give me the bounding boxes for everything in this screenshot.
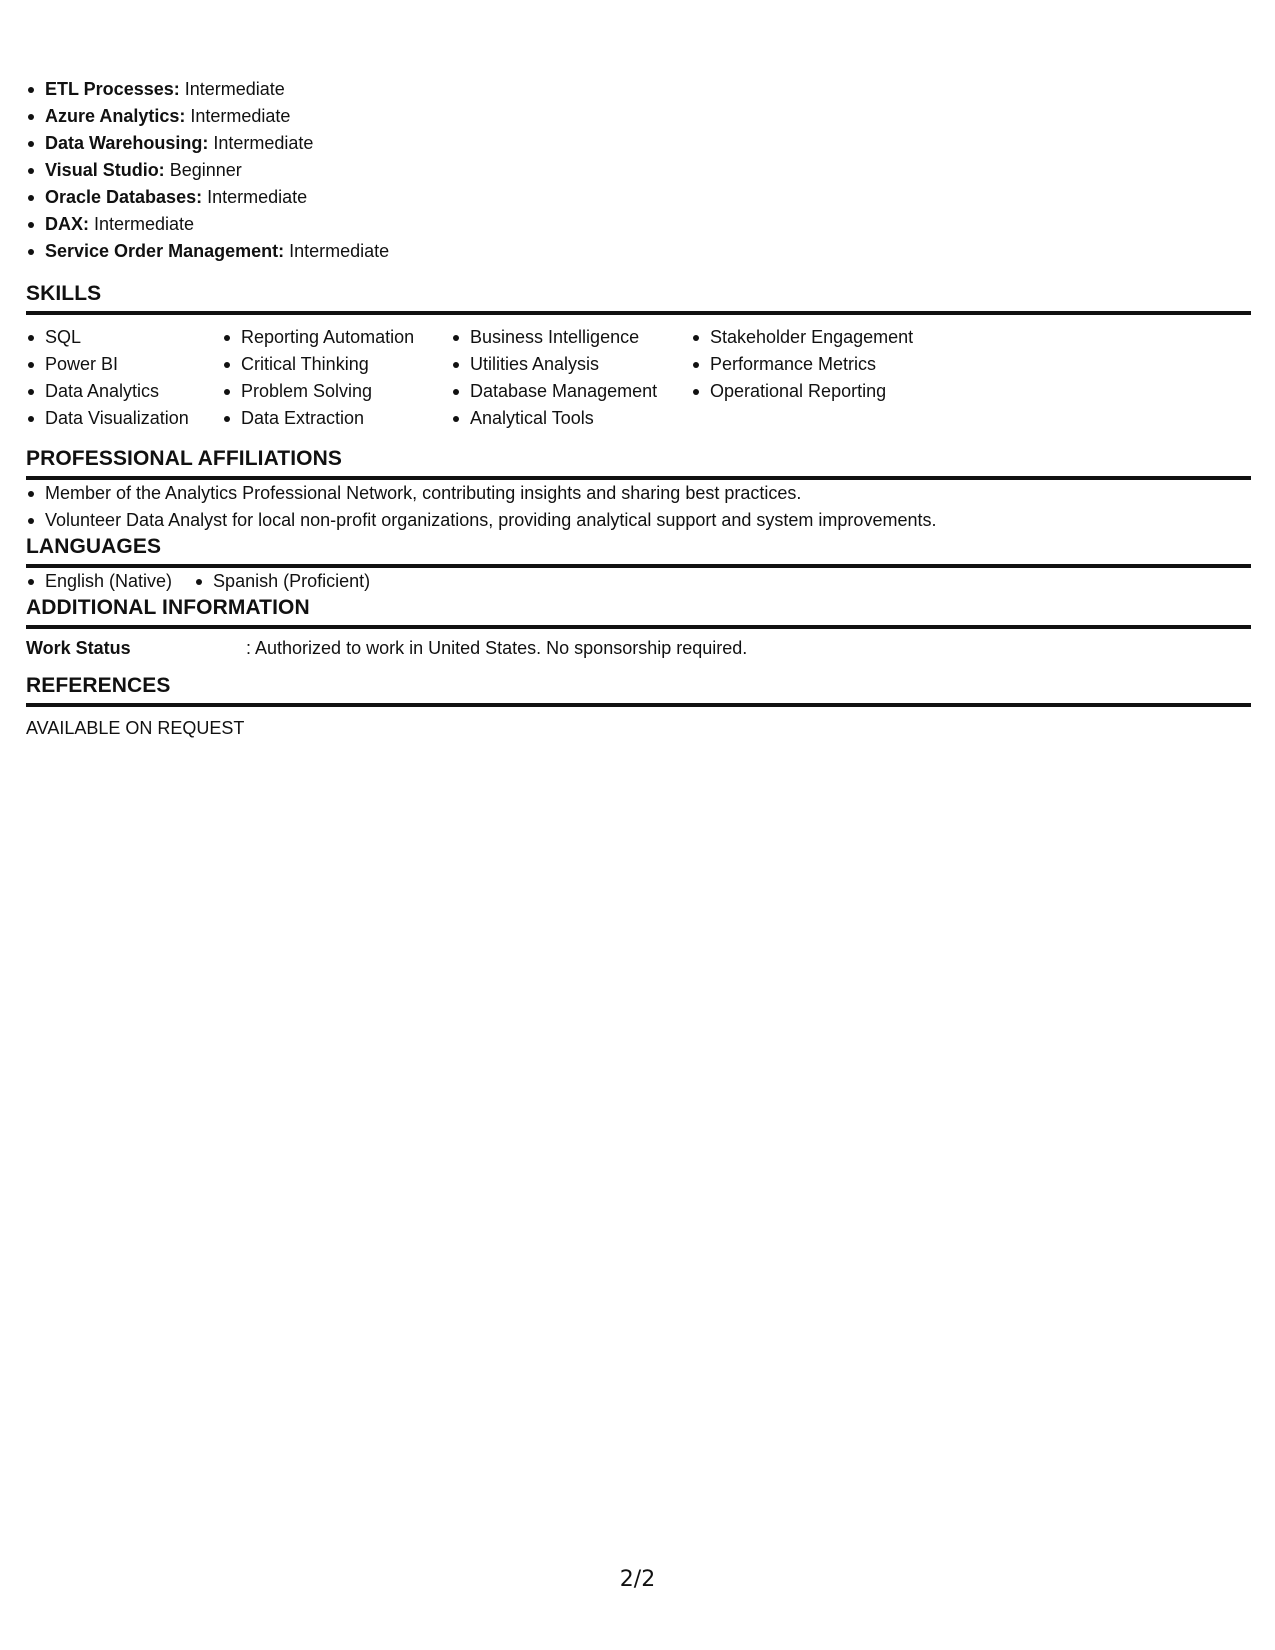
page-number: 2/2 bbox=[619, 1567, 656, 1592]
skill-item: Critical Thinking bbox=[222, 351, 451, 378]
skill-item: Data Extraction bbox=[222, 405, 451, 432]
resume-page bbox=[26, 76, 1251, 740]
references-heading: REFERENCES bbox=[26, 673, 1251, 707]
tool-level: Intermediate bbox=[184, 79, 285, 99]
tool-level: Intermediate bbox=[94, 214, 195, 234]
skill-item: Performance Metrics bbox=[691, 351, 951, 378]
tool-name: Service Order Management: bbox=[45, 241, 285, 261]
tool-level: Intermediate bbox=[213, 133, 314, 153]
tool-name: Data Warehousing: bbox=[45, 133, 209, 153]
languages-list bbox=[26, 568, 1251, 595]
list-item bbox=[26, 76, 1251, 103]
tool-name: ETL Processes: bbox=[45, 79, 180, 99]
skill-item: Reporting Automation bbox=[222, 324, 451, 351]
tool-name: Oracle Databases: bbox=[45, 187, 203, 207]
tool-name: Azure Analytics: bbox=[45, 106, 186, 126]
tool-name: DAX: bbox=[45, 214, 89, 234]
tool-level: Intermediate bbox=[207, 187, 308, 207]
skill-item: Utilities Analysis bbox=[451, 351, 691, 378]
affiliations-list bbox=[26, 480, 1251, 534]
skill-item: Database Management bbox=[451, 378, 691, 405]
skill-item: Data Analytics bbox=[26, 378, 222, 405]
list-item: Member of the Analytics Professional Network, contributing insights and sharing best practices. bbox=[26, 480, 1251, 507]
work-status-label: Work Status bbox=[26, 638, 131, 658]
work-status-row bbox=[26, 636, 1251, 660]
list-item bbox=[26, 103, 1251, 130]
affiliations-heading: PROFESSIONAL AFFILIATIONS bbox=[26, 446, 1251, 480]
skills-grid bbox=[26, 324, 1251, 432]
list-item bbox=[26, 157, 1251, 184]
additional-info-heading: ADDITIONAL INFORMATION bbox=[26, 595, 1251, 629]
tool-level: Beginner bbox=[169, 160, 242, 180]
skill-item: Power BI bbox=[26, 351, 222, 378]
skills-column bbox=[222, 324, 451, 432]
skill-item: SQL bbox=[26, 324, 222, 351]
skill-item: Analytical Tools bbox=[451, 405, 691, 432]
skills-column bbox=[26, 324, 222, 432]
skill-item: Data Visualization bbox=[26, 405, 222, 432]
references-text: AVAILABLE ON REQUEST bbox=[26, 718, 245, 738]
tool-level: Intermediate bbox=[190, 106, 291, 126]
skill-item: Operational Reporting bbox=[691, 378, 951, 405]
skills-column bbox=[691, 324, 951, 432]
languages-heading: LANGUAGES bbox=[26, 534, 1251, 568]
list-item: Volunteer Data Analyst for local non-profit organizations, providing analytical support and system improvements. bbox=[26, 507, 1251, 534]
language-item: Spanish (Proficient) bbox=[194, 568, 370, 595]
skill-item: Business Intelligence bbox=[451, 324, 691, 351]
tools-proficiency-list bbox=[26, 76, 1251, 265]
tool-name: Visual Studio: bbox=[45, 160, 165, 180]
list-item bbox=[26, 130, 1251, 157]
work-status-value: : Authorized to work in United States. No sponsorship required. bbox=[246, 638, 748, 658]
list-item bbox=[26, 238, 1251, 265]
skills-column bbox=[451, 324, 691, 432]
skill-item: Problem Solving bbox=[222, 378, 451, 405]
tool-level: Intermediate bbox=[289, 241, 390, 261]
list-item bbox=[26, 211, 1251, 238]
skills-heading: SKILLS bbox=[26, 281, 1251, 315]
list-item bbox=[26, 184, 1251, 211]
skill-item: Stakeholder Engagement bbox=[691, 324, 951, 351]
language-item: English (Native) bbox=[26, 568, 172, 595]
